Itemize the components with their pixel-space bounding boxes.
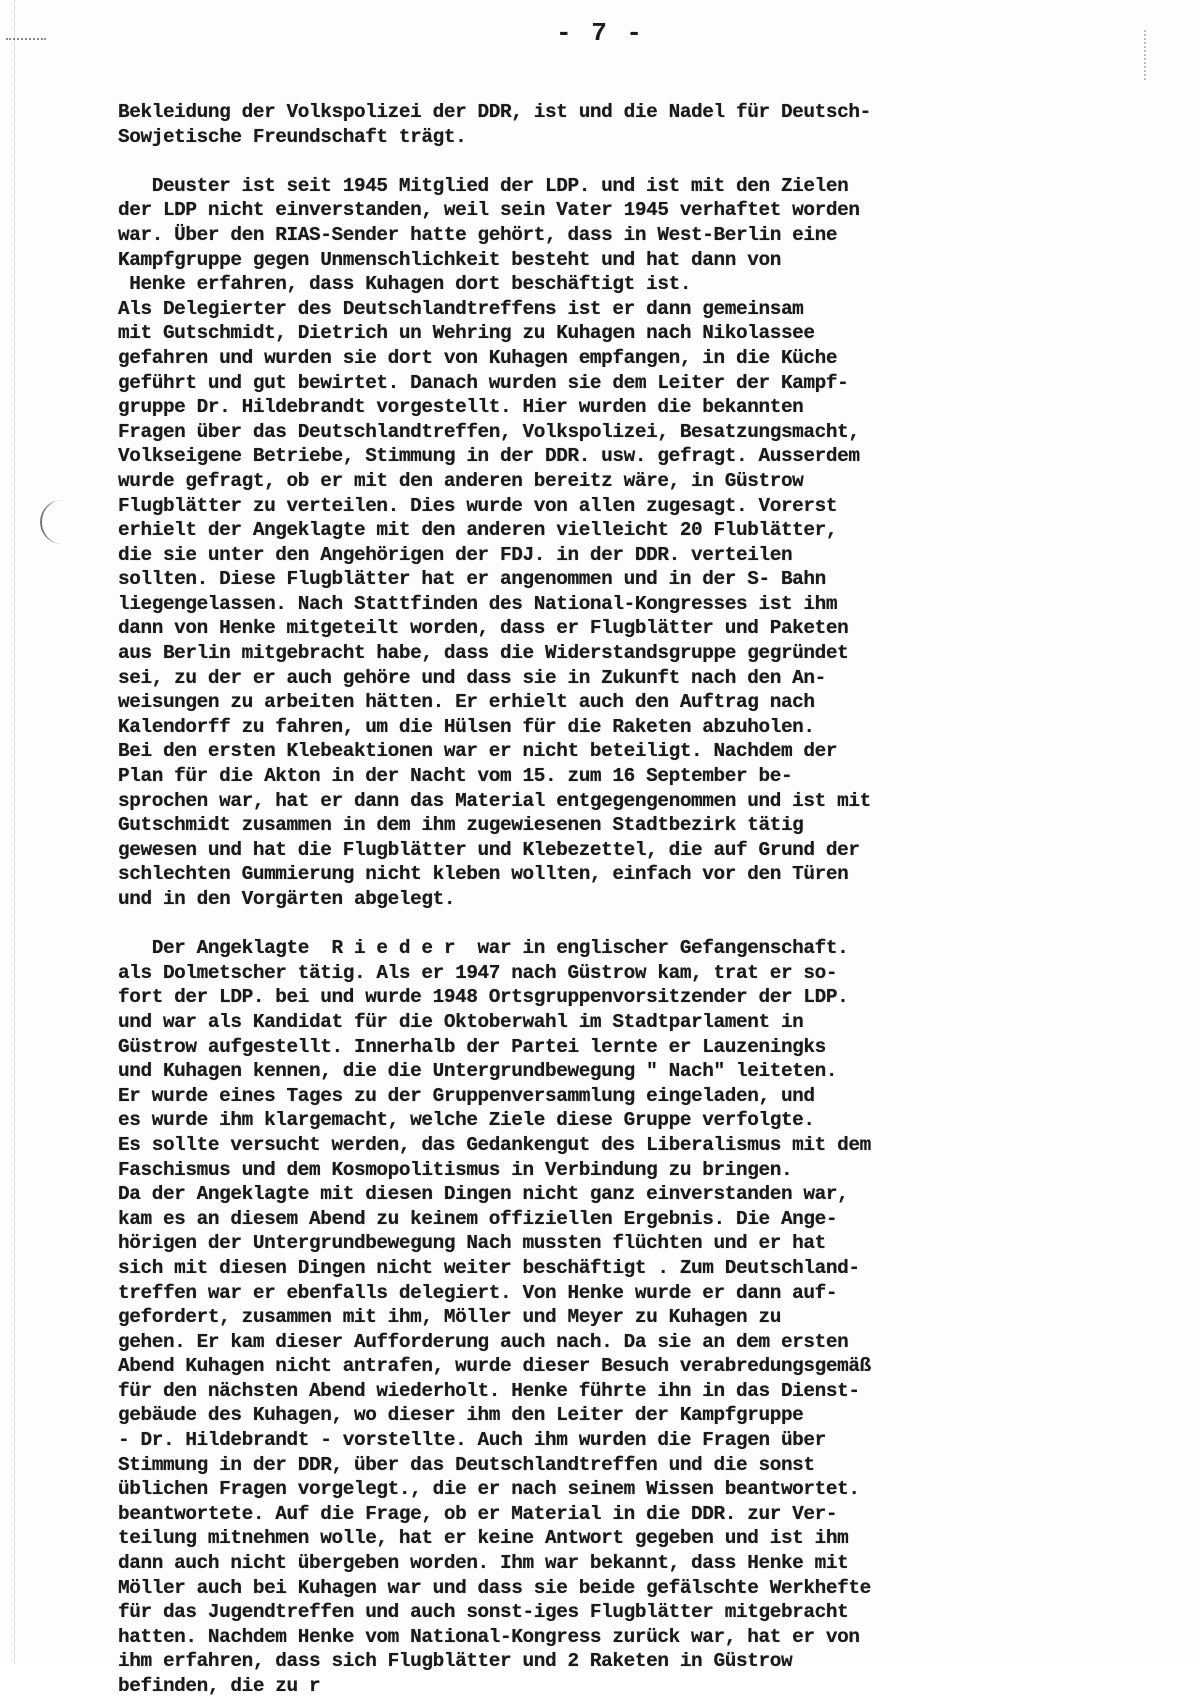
text-line: Es sollte versucht werden, das Gedankengut des Liberalismus mit dem bbox=[118, 1133, 871, 1156]
text-line: Deuster ist seit 1945 Mitglied der LDP. und ist mit den Zielen bbox=[118, 174, 849, 197]
text-line: Plan für die Akton in der Nacht vom 15. zum 16 September be- bbox=[118, 765, 793, 788]
text-line: ihm erfahren, dass sich Flugblätter und 2 Raketen in Güstrow bbox=[118, 1650, 793, 1673]
text-line: war. Über den RIAS-Sender hatte gehört, dass in West-Berlin eine bbox=[118, 223, 838, 246]
text-line: gebäude des Kuhagen, wo dieser ihm den Leiter der Kampfgruppe bbox=[118, 1404, 804, 1427]
text-line: Der Angeklagte R i e d e r war in englischer Gefangenschaft. bbox=[118, 937, 849, 960]
text-line: Bei den ersten Klebeaktionen war er nicht beteiligt. Nachdem der bbox=[118, 740, 838, 763]
text-line: fort der LDP. bei und wurde 1948 Ortsgruppenvorsitzender der LDP. bbox=[118, 986, 849, 1009]
text-line: gewesen und hat die Flugblätter und Klebezettel, die auf Grund der bbox=[118, 838, 860, 861]
text-line: aus Berlin mitgebracht habe, dass die Widerstandsgruppe gegründet bbox=[118, 642, 849, 665]
text-line: sprochen war, hat er dann das Material entgegengenommen und ist mit bbox=[118, 789, 871, 812]
text-line: gefahren und wurden sie dort von Kuhagen empfangen, in die Küche bbox=[118, 346, 838, 369]
text-line: mit Gutschmidt, Dietrich un Wehring zu Kuhagen nach Nikolassee bbox=[118, 322, 815, 345]
text-line: Gutschmidt zusammen in dem ihm zugewiesenen Stadtbezirk tätig bbox=[118, 814, 804, 837]
text-line: Möller auch bei Kuhagen war und dass sie beide gefälschte Werkhefte bbox=[118, 1576, 871, 1599]
text-line: Als Delegierter des Deutschlandtreffens ist er dann gemeinsam bbox=[118, 297, 804, 320]
text-line: Stimmung in der DDR, über das Deutschlandtreffen und die sonst bbox=[118, 1453, 815, 1476]
text-line: Er wurde eines Tages zu der Gruppenversammlung eingeladen, und bbox=[118, 1084, 815, 1107]
text-line: Fragen über das Deutschlandtreffen, Volkspolizei, Besatzungsmacht, bbox=[118, 420, 860, 443]
text-line: geführt und gut bewirtet. Danach wurden sie dem Leiter der Kampf- bbox=[118, 371, 849, 394]
text-line: und Kuhagen kennen, die die Untergrundbewegung " Nach" leiteten. bbox=[118, 1060, 838, 1083]
text-line: Güstrow aufgestellt. Innerhalb der Partei lernte er Lauzeningks bbox=[118, 1035, 826, 1058]
text-line: üblichen Fragen vorgelegt., die er nach seinem Wissen beantwortet. bbox=[118, 1478, 860, 1501]
text-line: Volkseigene Betriebe, Stimmung in der DDR. usw. gefragt. Ausserdem bbox=[118, 445, 860, 468]
text-line: erhielt der Angeklagte mit den anderen vielleicht 20 Flublätter, bbox=[118, 519, 838, 542]
text-line: Faschismus und dem Kosmopolitismus in Verbindung zu bringen. bbox=[118, 1158, 793, 1181]
paragraph-gap bbox=[118, 149, 1118, 174]
text-line: dann von Henke mitgeteilt worden, dass er Flugblätter und Paketen bbox=[118, 617, 849, 640]
text-line: gruppe Dr. Hildebrandt vorgestellt. Hier wurden die bekannten bbox=[118, 396, 804, 419]
text-line: - Dr. Hildebrandt - vorstellte. Auch ihm wurden die Fragen über bbox=[118, 1429, 826, 1452]
text-line: gefordert, zusammen mit ihm, Möller und Meyer zu Kuhagen zu bbox=[118, 1306, 781, 1329]
page-number: - 7 - bbox=[555, 18, 644, 48]
text-line: für den nächsten Abend wiederholt. Henke führte ihn in das Dienst- bbox=[118, 1379, 860, 1402]
text-line: wurde gefragt, ob er mit den anderen bereitz wäre, in Güstrow bbox=[118, 469, 804, 492]
text-line: Sowjetische Freundschaft trägt. bbox=[118, 125, 467, 148]
text-line: weisungen zu arbeiten hätten. Er erhielt auch den Auftrag nach bbox=[118, 691, 815, 714]
text-line: für das Jugendtreffen und auch sonst-iges Flugblätter mitgebracht bbox=[118, 1601, 849, 1624]
text-line: treffen war er ebenfalls delegiert. Von Henke wurde er dann auf- bbox=[118, 1281, 838, 1304]
text-line: sich mit diesen Dingen nicht weiter beschäftigt . Zum Deutschland- bbox=[118, 1256, 860, 1279]
text-line: Kalendorff zu fahren, um die Hülsen für die Raketen abzuholen. bbox=[118, 715, 815, 738]
text-line: sollten. Diese Flugblätter hat er angenommen und in der S- Bahn bbox=[118, 568, 826, 591]
paragraph-gap bbox=[118, 912, 1118, 937]
text-line: und war als Kandidat für die Oktoberwahl im Stadtparlament in bbox=[118, 1010, 804, 1033]
document-body-text bbox=[118, 100, 1118, 1699]
text-line: und in den Vorgärten abgelegt. bbox=[118, 888, 456, 910]
text-line: Kampfgruppe gegen Unmenschlichkeit besteht und hat dann von bbox=[118, 248, 781, 271]
text-line: hörigen der Untergrundbewegung Nach mussten flüchten und er hat bbox=[118, 1232, 826, 1255]
text-line: die sie unter den Angehörigen der FDJ. in der DDR. verteilen bbox=[118, 543, 793, 566]
text-line: Henke erfahren, dass Kuhagen dort beschäftigt ist. bbox=[118, 273, 692, 296]
text-line: liegengelassen. Nach Stattfinden des National-Kongresses ist ihm bbox=[118, 592, 838, 615]
text-line: schlechten Gummierung nicht kleben wollten, einfach vor den Türen bbox=[118, 863, 849, 886]
scan-edge-marks bbox=[0, 0, 15, 1664]
text-line: es wurde ihm klargemacht, welche Ziele diese Gruppe verfolgte. bbox=[118, 1109, 815, 1132]
text-line: hatten. Nachdem Henke vom National-Kongress zurück war, hat er von bbox=[118, 1625, 860, 1648]
text-line: beantwortete. Auf die Frage, ob er Material in die DDR. zur Ver- bbox=[118, 1502, 838, 1525]
text-line: als Dolmetscher tätig. Als er 1947 nach Güstrow kam, trat er so- bbox=[118, 961, 838, 984]
text-line: Flugblätter zu verteilen. Dies wurde von allen zugesagt. Vorerst bbox=[118, 494, 838, 517]
text-line: teilung mitnehmen wolle, hat er keine Antwort gegeben und ist ihm bbox=[118, 1527, 849, 1550]
punch-hole-mark bbox=[40, 500, 64, 544]
text-line: befinden, die zu r bbox=[118, 1675, 321, 1697]
text-line: kam es an diesem Abend zu keinem offiziellen Ergebnis. Die Ange- bbox=[118, 1207, 838, 1230]
text-line: Da der Angeklagte mit diesen Dingen nicht ganz einverstanden war, bbox=[118, 1183, 849, 1206]
text-line: gehen. Er kam dieser Aufforderung auch nach. Da sie an dem ersten bbox=[118, 1330, 849, 1353]
text-line: Bekleidung der Volkspolizei der DDR, ist und die Nadel für Deutsch- bbox=[118, 101, 871, 123]
text-line: der LDP nicht einverstanden, weil sein Vater 1945 verhaftet worden bbox=[118, 199, 860, 222]
text-line: dann auch nicht übergeben worden. Ihm war bekannt, dass Henke mit bbox=[118, 1552, 849, 1575]
text-line: sei, zu der er auch gehöre und dass sie in Zukunft nach den An- bbox=[118, 666, 826, 689]
text-line: Abend Kuhagen nicht antrafen, wurde dieser Besuch verabredungsgemäß bbox=[118, 1355, 871, 1378]
